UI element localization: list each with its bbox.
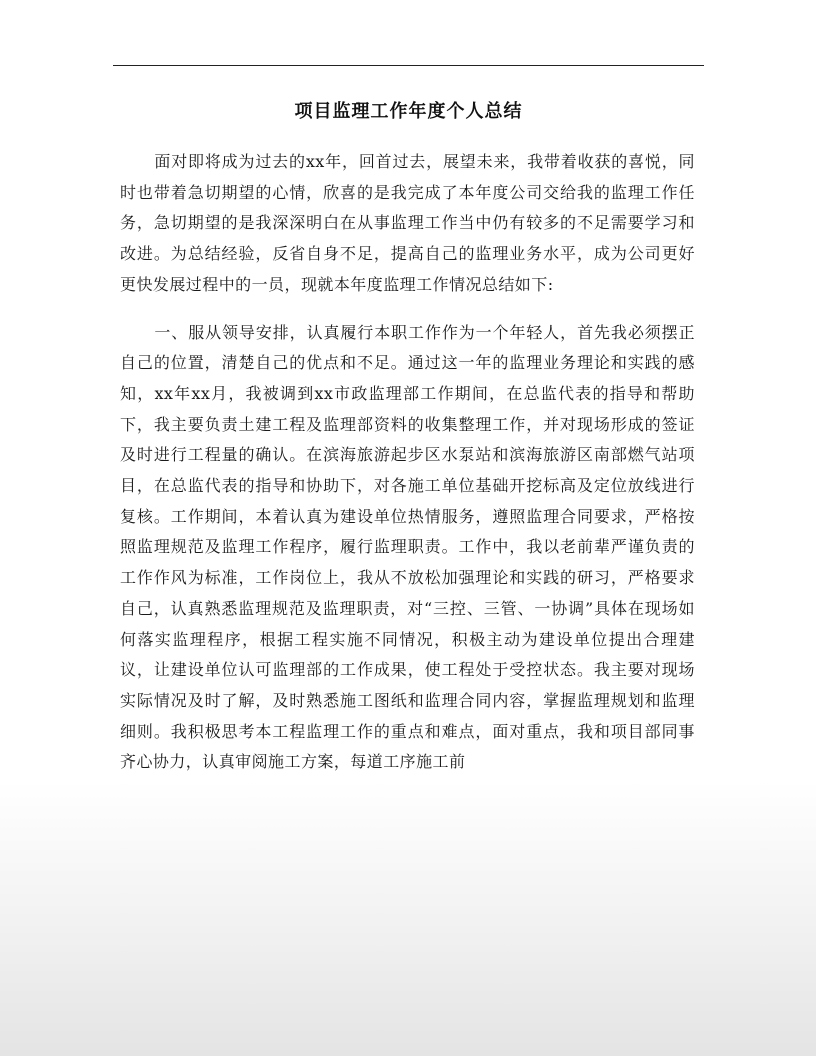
paragraph-section-one: 一、服从领导安排，认真履行本职工作作为一个年轻人，首先我必须摆正自己的位置，清楚自己的优点和不足。通过这一年的监理业务理论和实践的感知，xx年xx月，我被调到xx市政监理部工作期间，在总监代表的指导和帮助下，我主要负责土建工程及监理部资料的收集整理工作，并对现场形成的签证及时进行工程量的确认。在滨海旅游起步区水泵站和滨海旅游区南部燃气站项目，在总监代表的指导和协助下，对各施工单位基础开挖标高及定位放线进行复核。工作期间，本着认真为建设单位热情服务，遵照监理合同要求，严格按照监理规范及监理工作程序，履行监理职责。工作中，我以老前辈严谨负责的工作作风为标准，工作岗位上，我从不放松加强理论和实践的研习，严格要求自己，认真熟悉监理规范及监理职责，对“三控、三管、一协调”具体在现场如何落实监理程序，根据工程实施不同情况，积极主动为建设单位提出合理建议，让建设单位认可监理部的工作成果，使工程处于受控状态。我主要对现场实际情况及时了解，及时熟悉施工图纸和监理合同内容，掌握监理规划和监理细则。我积极思考本工程监理工作的重点和难点，面对重点，我和项目部同事齐心协力，认真审阅施工方案，每道工序施工前 bbox=[120, 322, 695, 772]
header-rule bbox=[113, 65, 704, 66]
document-body bbox=[120, 147, 695, 778]
document-title: 项目监理工作年度个人总结 bbox=[294, 101, 523, 122]
paragraph-intro: 面对即将成为过去的xx年，回首过去，展望未来，我带着收获的喜悦，同时也带着急切期望的心情，欣喜的是我完成了本年度公司交给我的监理工作任务，急切期望的是我深深明白在从事监理工作当中仍有较多的不足需要学习和改进。为总结经验，反省自身不足，提高自己的监理业务水平，成为公司更好更快发展过程中的一员，现就本年度监理工作情况总结如下: bbox=[120, 152, 695, 294]
